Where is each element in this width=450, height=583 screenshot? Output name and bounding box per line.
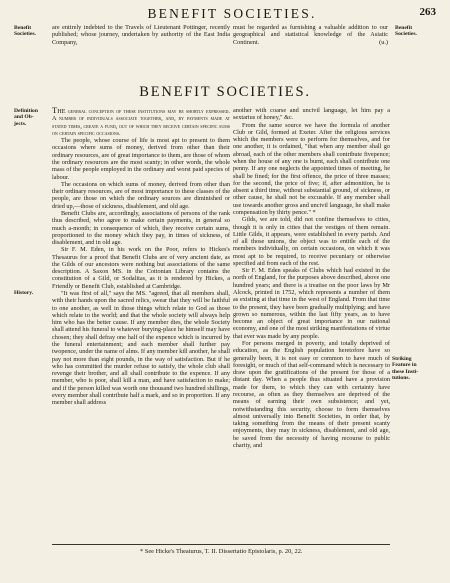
margin-note-benefit-right: Benefit Societies. xyxy=(395,25,417,38)
paragraph: Sir F. M. Eden speaks of Clubs which had existed in the north of England, for the purposes above described, above one hundred years; and there is a treatise on the poor laws by Mr Alcock, printed in 1752, which represents a number of them as existing at that time in the west of England. From that time to the present, they have been gradually multiplying; and have grown so numerous, within the last fifty years, as to have become an object of great importance in our national economy, and one of the most striking manifestations of virtue that ever was made by any people. xyxy=(233,267,390,340)
continued-right-text: must be regarded as furnishing a valuable addition to our geographical and statistical knowledge of the Asiatic Continent. (u.) xyxy=(233,24,388,46)
article-signature: (u.) xyxy=(379,38,388,46)
paragraph: The occasions on which sums of money, derived from other than their ordinary resources, are of most importance to these classes of the people, are those on which the ordinary sources are diminished or dried up,—those of sickness, disablement, and old age. xyxy=(52,180,230,210)
paragraph: Gilds, we are told, did not confine themselves to cities, though it is only in cities that the vestiges of them remain. Little Gilds, it appears, were established in every parish. And of all those unions, the object was to entitle each of the members individually, on certain occasions, on which it was most apt to be required, to receive pecuniary or otherwise specified aid from each of the rest. xyxy=(233,216,390,267)
section-title: BENEFIT SOCIETIES. xyxy=(139,84,311,100)
right-column xyxy=(233,107,390,449)
footnote-rule xyxy=(52,544,390,545)
margin-note-definition: Definition and Ob- jects. xyxy=(14,108,38,127)
running-title: BENEFIT SOCIETIES. xyxy=(147,6,317,21)
paragraph: For persons merged in poverty, and totally deprived of education, as the English population heretofore have so generally been, it is not easy or common to have much of foresight, or much of that self-command which is necessary to draw upon the gratifications of the present for those of a distant day. When a people thus situated have a provision made for them, to which they can with certainty have recourse, as often as they themselves are deprived of the means of earning their own subsistence; and yet, notwithstanding this security, choose to form themselves almost universally into Benefit Societies, in order that, by taking something from the means of their present scanty enjoyments, they may in sickness, disablement, and old age, be saved from the necessity of having recourse to public charity, and xyxy=(233,340,390,449)
paragraph: another with coarse and uncivil language, let him pay a sextarius of honey," &c. xyxy=(233,107,390,122)
paragraph: "It was first of all," says the MS. "agreed, that all members shall, with their hands upon the sacred relics, swear that they will be faithful to one another, as well in those things which relate to God as those which relate to the world; and that the whole society will always help him who has the better cause. If any member dies, the whole Society shall attend his funeral to whatever burying-place he himself may have chosen; they shall defray one half of the expence which is incurred by the funeral entertainment; and each member shall further pay twopence, under the name of alms. If any member kill another, he shall pay not more than eight pounds, in the way of satisfaction. But if he who has committed the murder refuse to satisfy, the whole club shall revenge their brother, and all shall contribute to the expence. If any member, who is poor, shall kill a man, and have satisfaction to make; and if the person killed was worth one thousand two hundred shillings, every member shall contribute half a mark, and so in proportion. If any member shall address xyxy=(52,290,230,407)
margin-note-striking: Striking Feature in these Insti- tutions. xyxy=(392,356,419,382)
drop-cap: T xyxy=(52,105,58,115)
paragraph: THE general conception of these institutions may be shortly expressed. A number of individuals associate together, and, by payments made at stated times, create a fund, out of which they receive certain specific sums on certain specific occasions. xyxy=(52,105,230,137)
left-column xyxy=(52,107,230,407)
page-number: 263 xyxy=(419,6,436,18)
margin-note-history: History. xyxy=(14,290,34,296)
paragraph: Sir F. M. Eden, in his work on the Poor, refers to Hickes's Thesaurus for a proof that Benefit Clubs are of very ancient date, as the Gilds of our ancestors were nothing but associations of the same description. A Saxon MS. in the Cottonian Library contains the constitution of a Gild, or Sodalitas, as it is rendered by Hickes, a Friendly or Benefit Club, established at Cambridge. xyxy=(52,246,230,290)
footnote: * See Hicke's Theaturus, T. II. Dissertatio Epistolaris, p. 20, 22. xyxy=(140,548,303,555)
paragraph: From the same source we have the formula of another Club or Gild, formed at Exeter. After the religious services which the members were to perform for themselves, and for one another, it is ordained, "that when any member shall go abroad, each of the other members shall contribute fivepence; when the house of any one is burnt, each shall contribute one penny. If any one neglects the appointed times of meeting, he shall be fined; for the first offence, the price of three masses; for the second, the price of five; if, after admonition, he is absent a third time, without substantial ground, of sickness, or other cause, he shall not be excusable. If any member shall use towards another gross and uncivil language, he shall make compensation by thirty pence." * xyxy=(233,121,390,216)
margin-note-benefit-left: Benefit Societies. xyxy=(14,25,36,38)
running-header xyxy=(28,6,436,20)
paragraph: Benefit Clubs are, accordingly, associations of persons of the rank thus described, who agree to make certain payments, in general so much a-month; in consequence of which, they receive certain sums, proportioned to the money which they pay, in times of sickness, of disablement, and in old age. xyxy=(52,209,230,247)
continued-left-text: are entirely indebted to the Travels of Lieutenant Pottinger, recently published; whose journey, undertaken by authority of the East India Company, xyxy=(52,24,230,46)
paragraph: The people, whose course of life is most apt to present to them occasions where sums of money, derived from other than their ordinary resources, are of great importance to them, are those of whom the ordinary resources are the most scanty; in other words, the whole mass of the people employed in the ordinary and worst paid species of labour. xyxy=(52,137,230,181)
